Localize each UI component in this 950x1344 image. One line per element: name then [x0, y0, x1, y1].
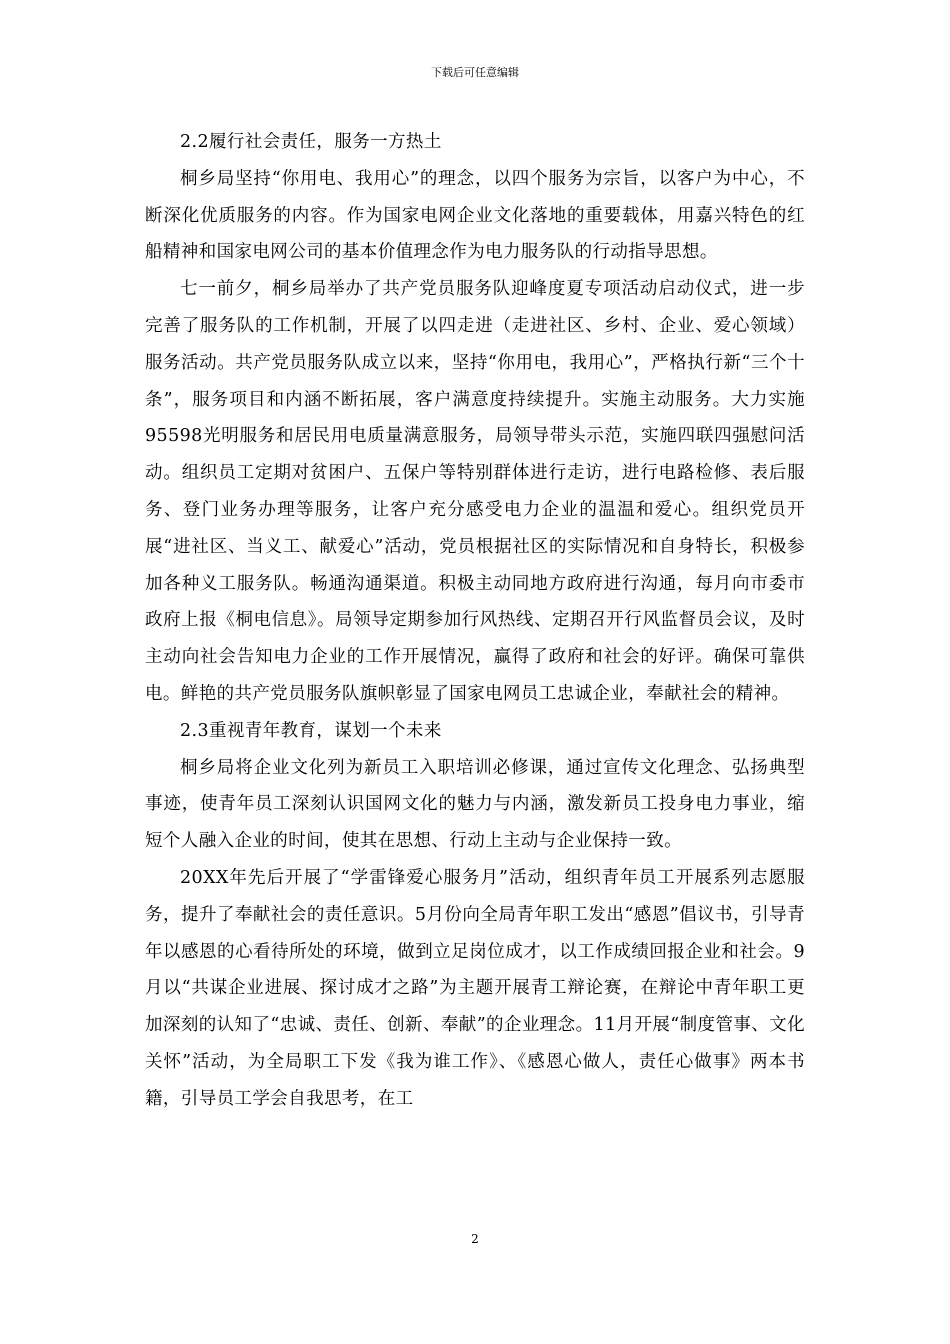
- page-header-note: 下载后可任意编辑: [431, 66, 519, 79]
- paragraph: 20XX年先后开展了“学雷锋爱心服务月”活动，组织青年员工开展系列志愿服务，提升了奉献社会的责任意识。5月份向全局青年职工发出“感恩”倡议书，引导青年以感恩的心看待所处的环境，做到立足岗位成才，以工作成绩回报企业和社会。9月以“共谋企业进展、探讨成才之路”为主题开展青工辩论赛，在辩论中青年职工更加深刻的认知了“忠诚、责任、创新、奉献”的企业理念。11月开展“制度管事、文化关怀”活动，为全局职工下发《我为谁工作》、《感恩心做人，责任心做事》两本书籍，引导员工学会自我思考，在工: [145, 867, 805, 1109]
- section-heading-2-2: 2.2履行社会责任，服务一方热土: [180, 132, 442, 152]
- paragraph: 桐乡局将企业文化列为新员工入职培训必修课，通过宣传文化理念、弘扬典型事迹，使青年员工深刻认识国网文化的魅力与内涵，激发新员工投身电力事业，缩短个人融入企业的时间，使其在思想、行动上主动与企业保持一致。: [145, 757, 805, 852]
- paragraph: 桐乡局坚持“你用电、我用心”的理念，以四个服务为宗旨，以客户为中心，不断深化优质服务的内容。作为国家电网企业文化落地的重要载体，用嘉兴特色的红船精神和国家电网公司的基本价值理念作为电力服务队的行动指导思想。: [145, 168, 805, 263]
- page-number: 2: [471, 1232, 479, 1246]
- section-heading-2-3: 2.3重视青年教育，谋划一个未来: [180, 720, 442, 741]
- paragraph: 七一前夕，桐乡局举办了共产党员服务队迎峰度夏专项活动启动仪式，进一步完善了服务队的工作机制，开展了以四走进（走进社区、乡村、企业、爱心领域）服务活动。共产党员服务队成立以来，坚持“你用电，我用心”，严格执行新“三个十条”，服务项目和内涵不断拓展，客户满意度持续提升。实施主动服务。大力实施95598光明服务和居民用电质量满意服务，局领导带头示范，实施四联四强慰问活动。组织员工定期对贫困户、五保户等特别群体进行走访，进行电路检修、表后服务、登门业务办理等服务，让客户充分感受电力企业的温温和爱心。组织党员开展“进社区、当义工、献爱心”活动，党员根据社区的实际情况和自身特长，积极参加各种义工服务队。畅通沟通渠道。积极主动同地方政府进行沟通，每月向市委市政府上报《桐电信息》。局领导定期参加行风热线、定期召开行风监督员会议，及时主动向社会告知电力企业的工作开展情况，赢得了政府和社会的好评。确保可靠供电。鲜艳的共产党员服务队旗帜彰显了国家电网员工忠诚企业，奉献社会的精神。: [145, 279, 805, 704]
- document-body: [145, 124, 805, 1118]
